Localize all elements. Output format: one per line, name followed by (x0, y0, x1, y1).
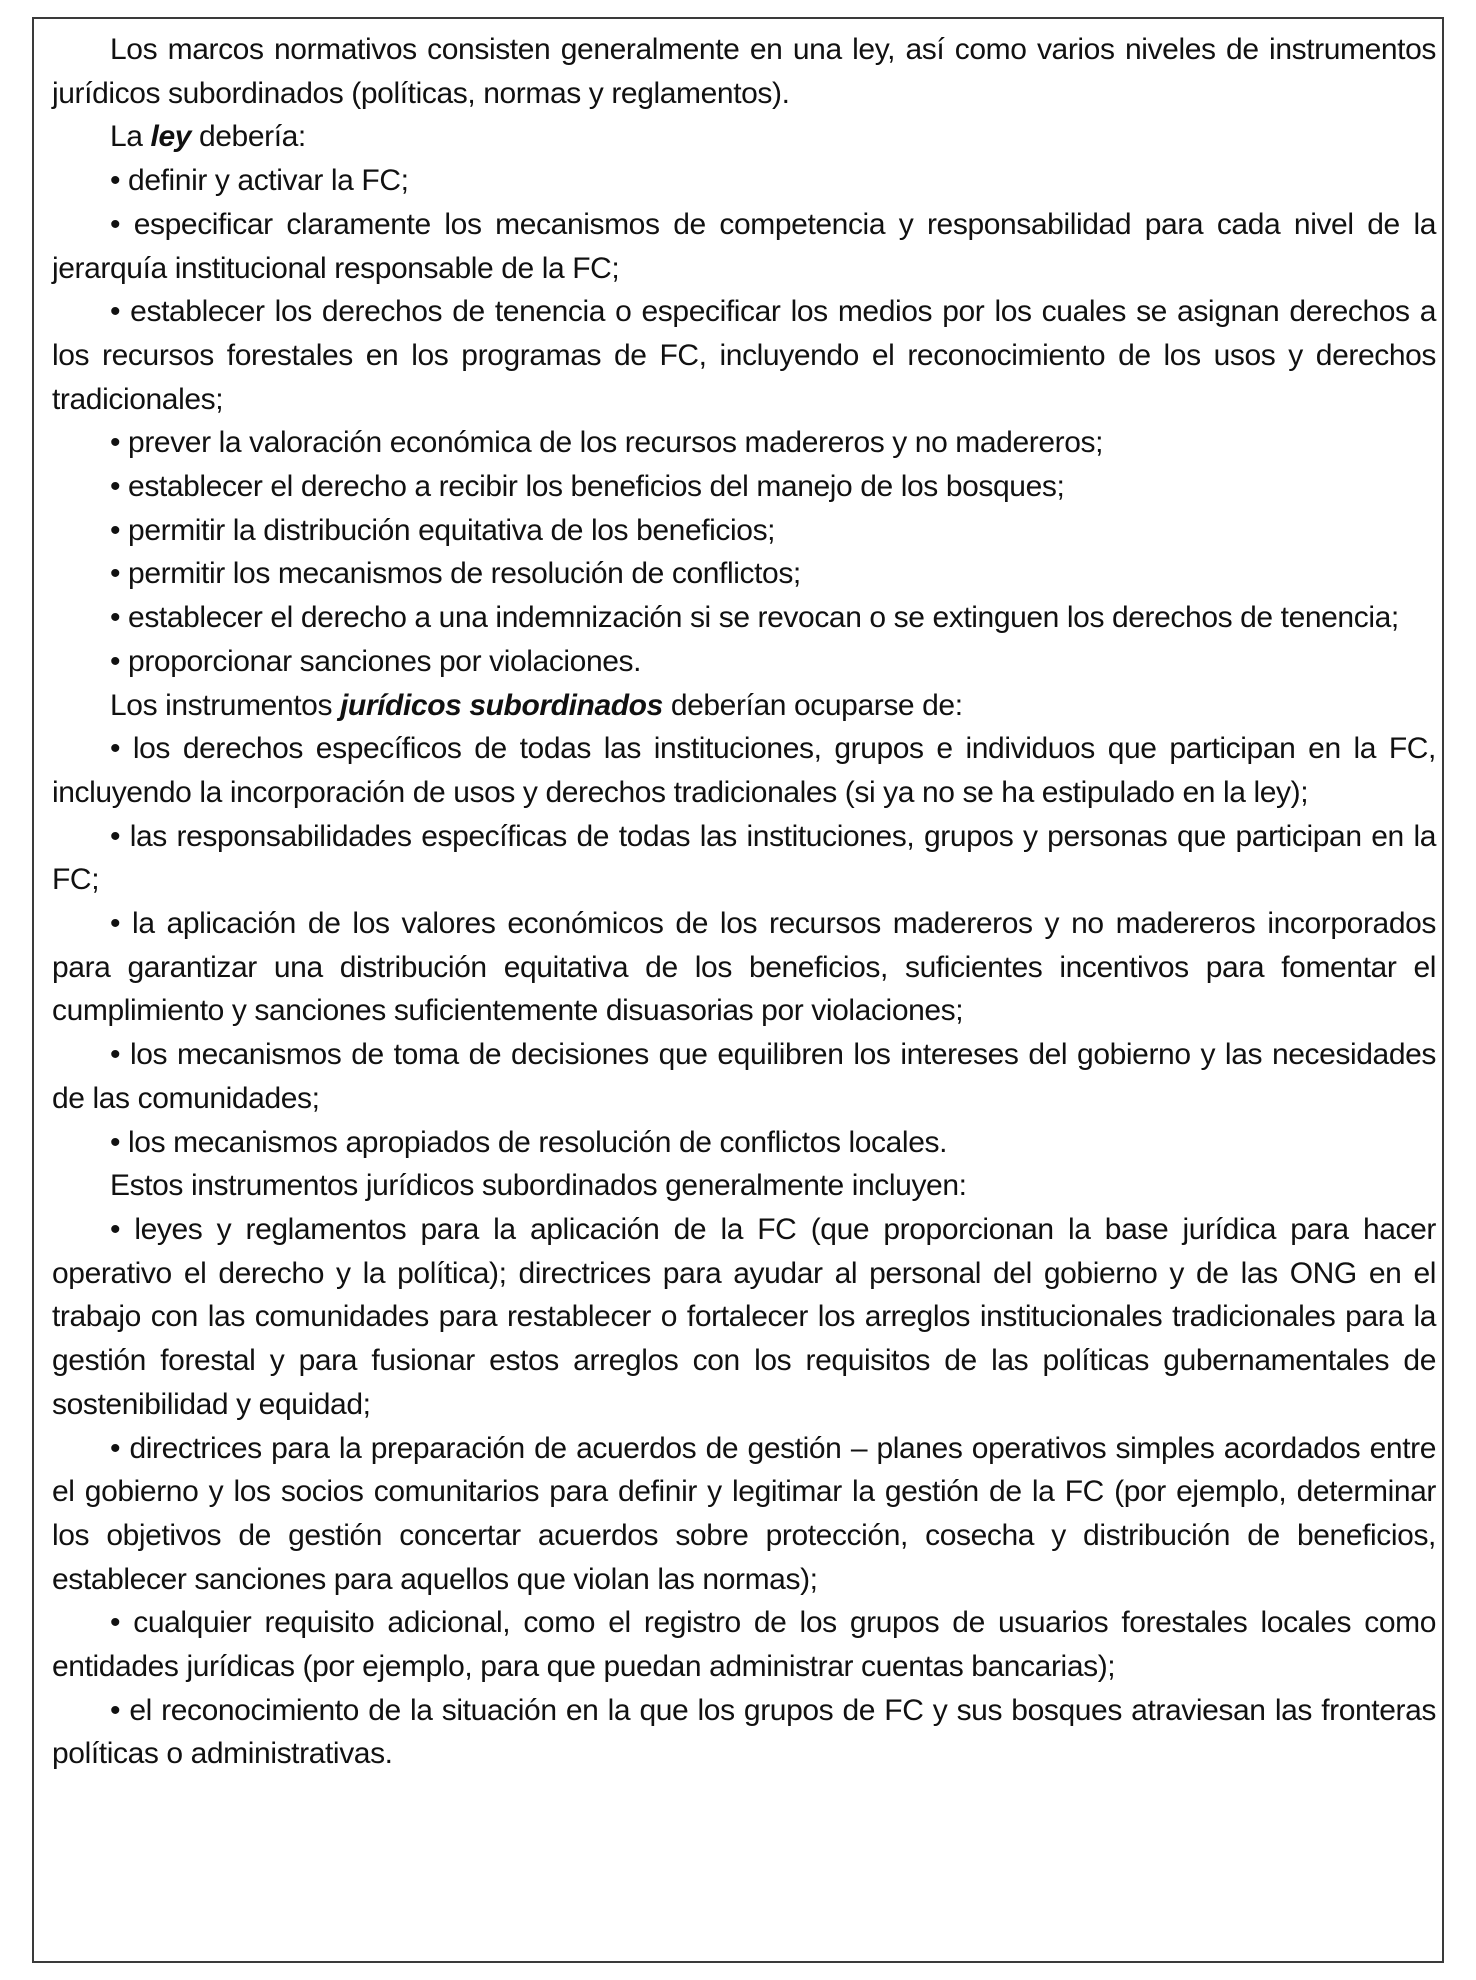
ley-item: • proporcionar sanciones por violaciones. (110, 644, 642, 678)
includes-item: • el reconocimiento de la situación en la que los grupos de FC y sus bosques atraviesan las fronteras políticas o administrativas. (52, 1693, 1436, 1771)
subordinate-term: jurídicos subordinados (339, 688, 663, 722)
subordinate-heading (52, 684, 1436, 728)
ley-prefix: La (110, 120, 151, 154)
includes-item: • leyes y reglamentos para la aplicación de la FC (que proporcionan la base jurídica para hacer operativo el derecho y la política); directrices para ayudar al personal del gobierno y de las ONG en el trabajo con las comunidades para restablecer o fortalecer los arreglos institucionales tradicionales para la gestión forestal y para fusionar estos arreglos con los requisitos de las políticas gubernamentales de sostenibilidad y equidad; (52, 1212, 1436, 1421)
subordinate-item: • la aplicación de los valores económicos de los recursos madereros y no madereros incorporados para garantizar una distribución equitativa de los beneficios, suficientes incentivos para fomentar el cumplimiento y sanciones suficientemente disuasorias por violaciones; (52, 907, 1436, 1028)
ley-suffix: debería: (191, 120, 306, 154)
ley-heading (52, 115, 1436, 159)
ley-item: • establecer los derechos de tenencia o especificar los medios por los cuales se asignan derechos a los recursos forestales en los programas de FC, incluyendo el reconocimiento de los usos y derechos tradicionales; (52, 295, 1436, 416)
ley-item: • prever la valoración económica de los recursos madereros y no madereros; (110, 426, 1104, 460)
subordinate-item: • los derechos específicos de todas las instituciones, grupos e individuos que participan en la FC, incluyendo la incorporación de usos y derechos tradicionales (si ya no se ha estipulado en la ley); (52, 732, 1436, 809)
intro-paragraph: Los marcos normativos consisten generalmente en una ley, así como varios niveles de instrumentos jurídicos subordinados (políticas, normas y reglamentos). (52, 33, 1436, 110)
text-box (52, 28, 1436, 1776)
ley-item: • establecer el derecho a recibir los beneficios del manejo de los bosques; (110, 470, 1065, 504)
ley-item: • especificar claramente los mecanismos de competencia y responsabilidad para cada nivel de la jerarquía institucional responsable de la FC; (52, 207, 1436, 285)
includes-item: • directrices para la preparación de acuerdos de gestión – planes operativos simples acordados entre el gobierno y los socios comunitarios para definir y legitimar la gestión de la FC (por ejemplo, determinar los objetivos de gestión concertar acuerdos sobre protección, cosecha y distribución de beneficios, establecer sanciones para aquellos que violan las normas); (52, 1431, 1436, 1596)
ley-item: • permitir los mecanismos de resolución de conflictos; (110, 557, 801, 591)
includes-item: • cualquier requisito adicional, como el registro de los grupos de usuarios forestales locales como entidades jurídicas (por ejemplo, para que puedan administrar cuentas bancarias); (52, 1606, 1436, 1684)
subordinate-item: • los mecanismos apropiados de resolución de conflictos locales. (110, 1125, 948, 1159)
subordinate-item: • las responsabilidades específicas de todas las instituciones, grupos y personas que participan en la FC; (52, 819, 1436, 897)
subordinate-prefix: Los instrumentos (110, 688, 340, 722)
subordinate-suffix: deberían ocuparse de: (662, 688, 963, 722)
ley-item: • definir y activar la FC; (110, 164, 409, 198)
ley-item: • establecer el derecho a una indemnización si se revocan o se extinguen los derechos de tenencia; (110, 601, 1399, 635)
ley-term: ley (150, 120, 192, 154)
includes-heading: Estos instrumentos jurídicos subordinados generalmente incluyen: (110, 1169, 967, 1203)
ley-item: • permitir la distribución equitativa de los beneficios; (110, 513, 776, 547)
subordinate-item: • los mecanismos de toma de decisiones que equilibren los intereses del gobierno y las necesidades de las comunidades; (52, 1038, 1436, 1115)
